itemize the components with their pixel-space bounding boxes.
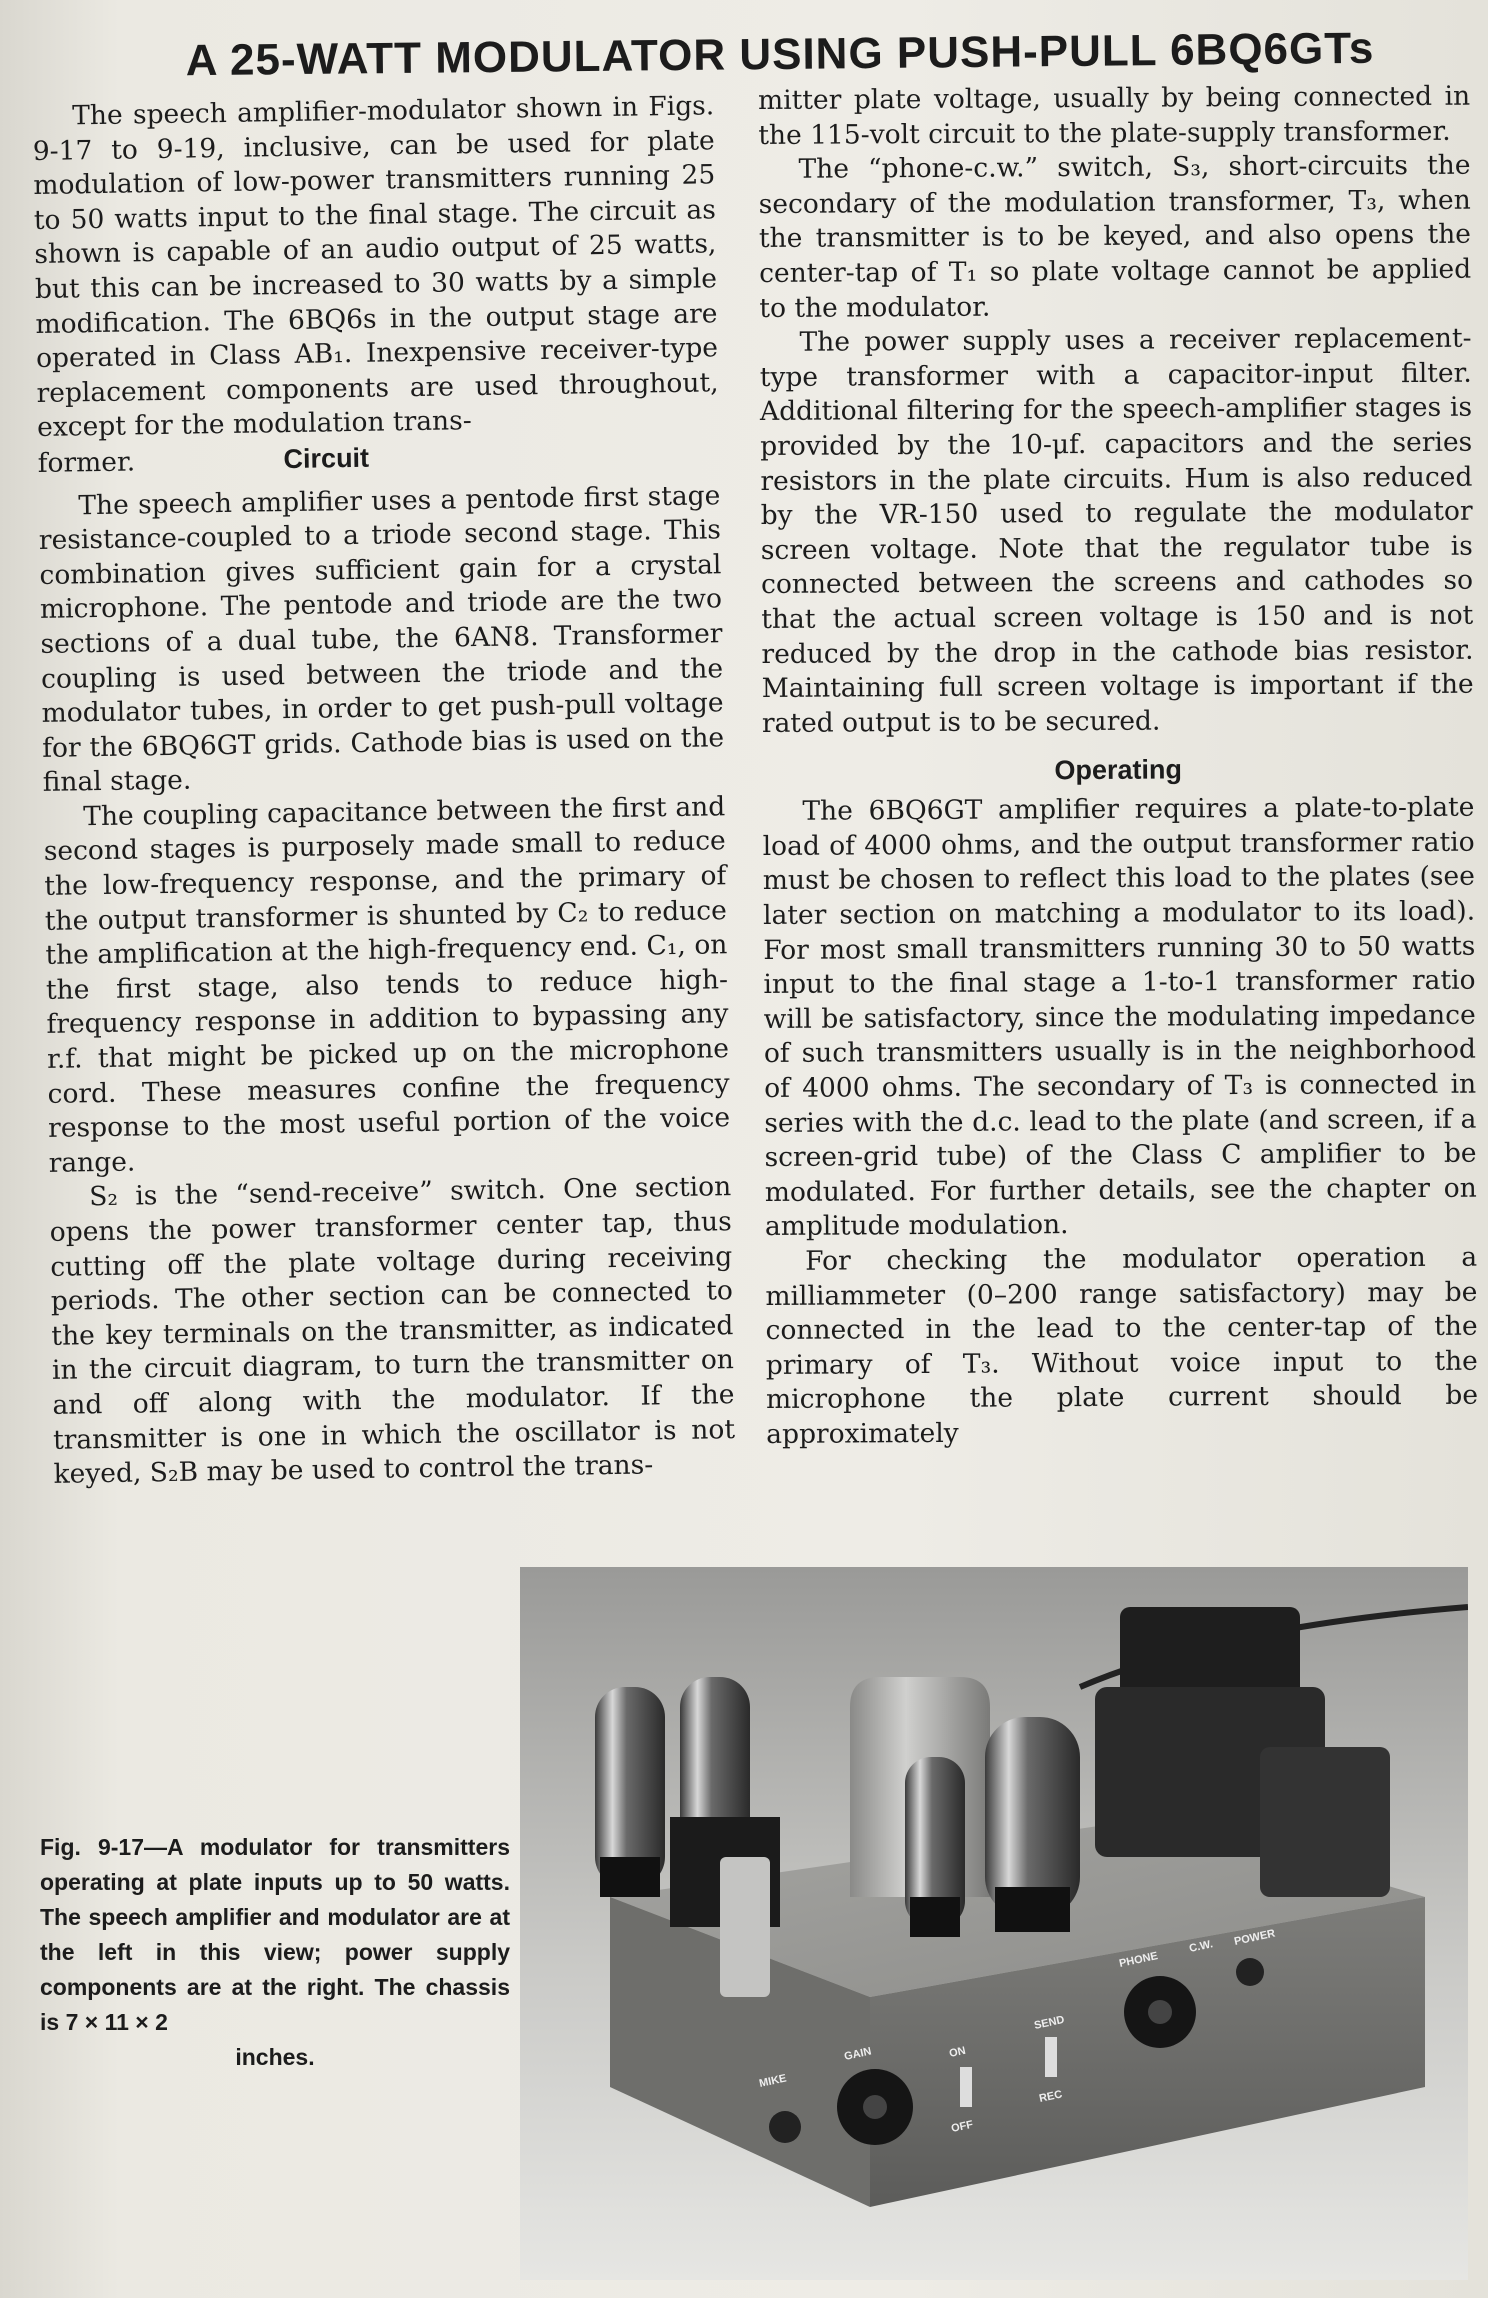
panel-label-rec: REC [1038, 2088, 1064, 2105]
paragraph-power-supply: The power supply uses a receiver replacement-type transformer with a capacitor-input filter. Additional filtering for the speech-amplifier stages is provided by the 10-μf. capacitors and the series resistors in the plate circuits. Hum is also reduced by the VR-150 used to regulate the modulator screen voltage. Note that the regulator tube is connected between the screens and cathodes so that the actual screen voltage is 150 and is not reduced by the drop in the cathode bias resistor. Maintaining full screen voltage is important if the rated output is to be secured. [759, 322, 1474, 739]
panel-label-gain: GAIN [843, 2045, 873, 2063]
caption-last-line: inches. [235, 2044, 315, 2070]
paragraph-send-receive: S₂ is the “send-receive” switch. One section opens the power transformer center tap, thus cutting off the plate voltage during receiving periods. The other section can be connected to the key terminals on the transmitter, as indicated in the circuit diagram, to turn the transmitter on and off along with the modulator. If the transmitter is one in which the oscillator is not keyed, S₂B may be used to control the trans- [49, 1171, 736, 1490]
figure-caption [40, 1830, 510, 2075]
page-title: A 25-WATT MODULATOR USING PUSH-PULL 6BQ6GTs [185, 23, 1375, 86]
send-receive-toggle-icon [1045, 2037, 1057, 2077]
modulator-photo [520, 1567, 1468, 2280]
heading-circuit: Circuit [283, 442, 370, 475]
panel-label-power: POWER [1233, 1927, 1277, 1948]
heading-operating: Operating [1054, 754, 1183, 786]
filter-choke [1260, 1747, 1390, 1897]
tube-6bq6-left [595, 1687, 665, 1897]
panel-label-mike: MIKE [758, 2072, 788, 2090]
paragraph-coupling: The coupling capacitance between the first and second stages is purposely made small to reduce the low-frequency response, and the primary of the output transformer is shunted by C₂ to reduce the amplification at the high-frequency end. C₁, on the first stage, also tends to reduce high-frequency response in addition to bypassing any r.f. that might be picked up on the microphone cord. These measures confine the frequency response to the most useful portion of the voice range. [43, 791, 731, 1179]
panel-label-off: OFF [950, 2118, 975, 2135]
panel-label-on: ON [948, 2044, 967, 2060]
output-jack-icon [1236, 1958, 1264, 1986]
left-column [32, 89, 736, 1492]
paragraph-checking: For checking the modulator operation a milliammeter (0–200 range satisfactory) may be connected in the lead to the center-tap of the primary of T₃. Without voice input to the microphone the plate current should be approximately [765, 1241, 1479, 1450]
paragraph-speech-amplifier: The speech amplifier uses a pentode first stage resistance-coupled to a triode second stage. This combination gives sufficient gain for a crystal microphone. The pentode and triode are the two sections of a dual tube, the 6AN8. Transformer coupling is used between the triode and the modulator tubes, in order to get push-pull voltage for the 6BQ6GT grids. Cathode bias is used on the final stage. [38, 479, 725, 799]
panel-label-send: SEND [1033, 2013, 1066, 2032]
mic-jack-icon [769, 2111, 801, 2143]
tube-vr150 [905, 1757, 965, 1937]
tube-rectifier [985, 1717, 1080, 1932]
paragraph-intro: The speech amplifier-modulator shown in Figs. 9-17 to 9-19, inclusive, can be used for plate modulation of low-power transmitters running 25 to 50 watts input to the final stage. The circuit as shown is capable of an audio output of 25 watts, but this can be increased to 30 watts by a simple modification. The 6BQ6s in the output stage are operated in Class AB₁. Inexpensive receiver-type replacement components are used throughout, except for the modulation trans- [32, 90, 719, 444]
power-toggle-icon [960, 2067, 972, 2107]
paragraph-load: The 6BQ6GT amplifier requires a plate-to-plate load of 4000 ohms, and the output transformer ratio must be chosen to reflect this load to the plates (see later section on matching a modulator to its load). For most small transmitters running 30 to 50 watts input to the final stage a 1-to-1 transformer ratio will be satisfactory, since the modulating impedance of such transmitters usually is in the neighborhood of 4000 ohms. The secondary of T₃ is connected in series with the d.c. lead to the plate (and screen, if a screen-grid tube) of the Class C amplifier to be modulated. For further details, see the chapter on amplitude modulation. [762, 791, 1477, 1243]
paragraph-plate-voltage: mitter plate voltage, usually by being connected in the 115-volt circuit to the plate-supply transformer. [758, 80, 1471, 151]
paragraph-phone-cw: The “phone-c.w.” switch, S₃, short-circuits the secondary of the modulation transformer, T₃, when the transmitter is to be keyed, and also opens the center-tap of T₁ so plate voltage cannot be applied to the modulator. [758, 149, 1472, 324]
panel-label-phone: PHONE [1118, 1950, 1159, 1970]
right-column [758, 80, 1478, 1453]
modulator-illustration [520, 1567, 1468, 2280]
caption-text: Fig. 9-17—A modulator for transmitters operating at plate inputs up to 50 watts. The speech amplifier and modulator are at the left in this view; power supply components are at the right. The chassis is 7 × 11 × 2 [40, 1834, 510, 2035]
paragraph-intro-last-word: former. [37, 446, 136, 479]
panel-label-cw: C.W. [1188, 1938, 1214, 1955]
shielded-tube [720, 1857, 770, 1997]
